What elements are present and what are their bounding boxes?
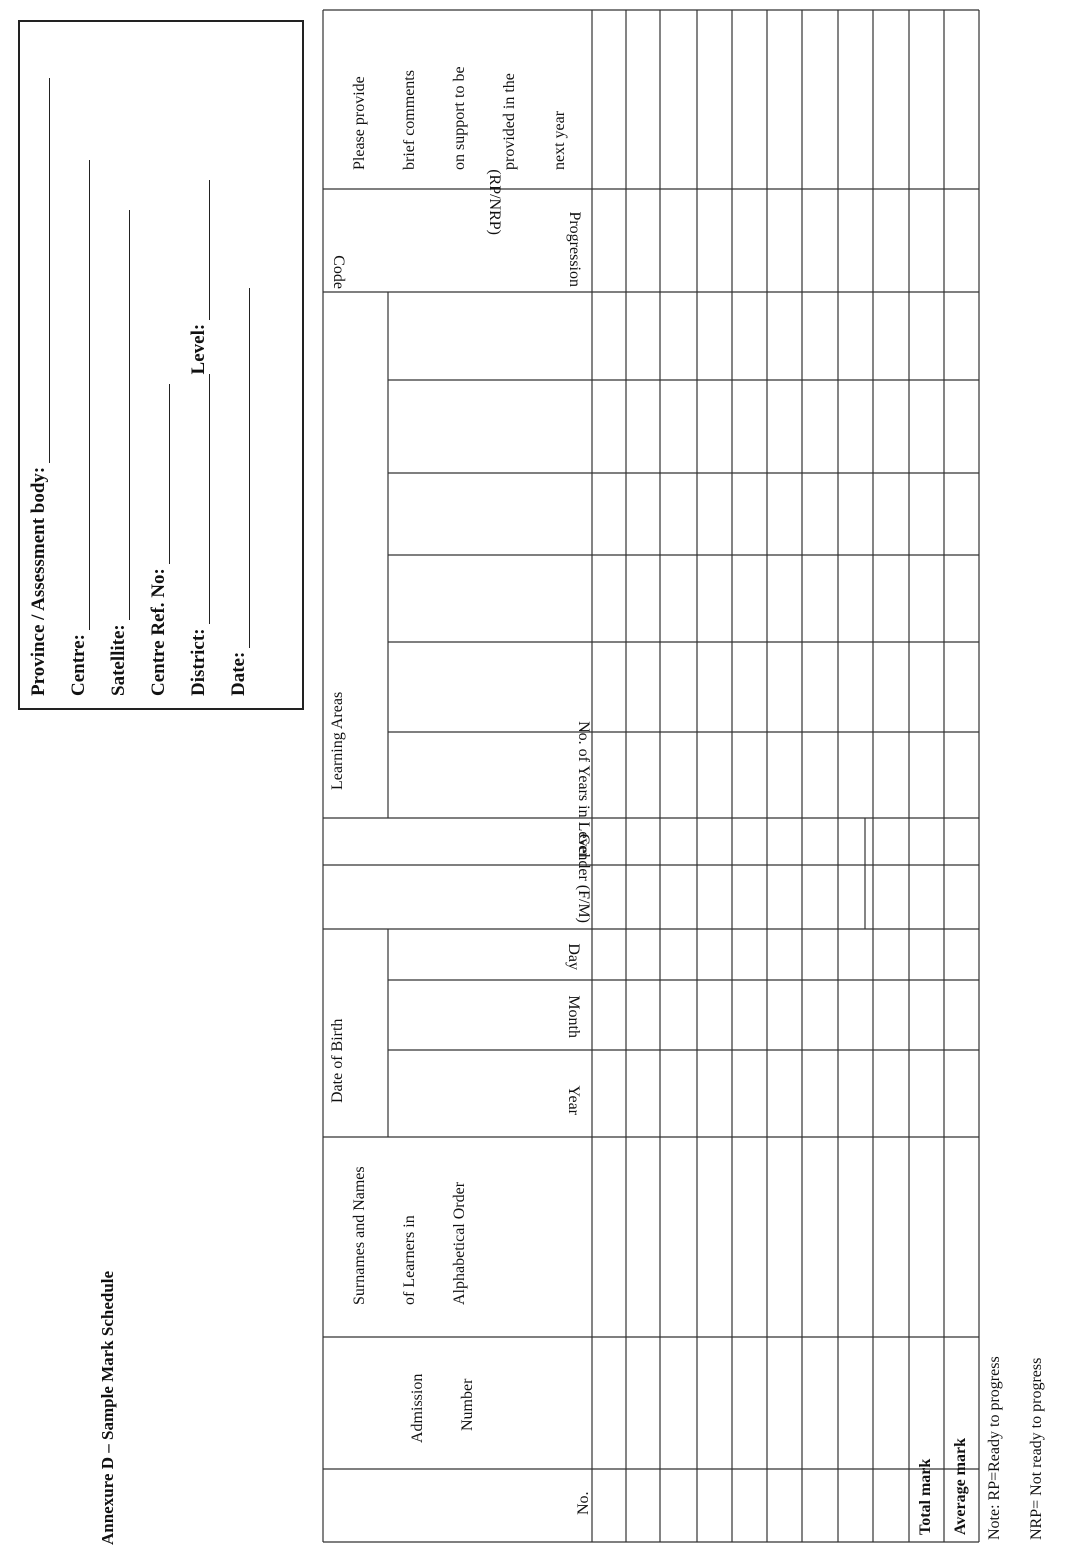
header-names-3: Alphabetical Order <box>451 1181 468 1305</box>
date-label: Date: <box>228 651 249 696</box>
header-code-text: Code <box>330 255 347 289</box>
district-label: District: <box>188 628 209 696</box>
average-mark-label: Average mark <box>952 1438 969 1535</box>
note-rp: Note: RP=Ready to progress <box>986 1356 1003 1540</box>
header-year-text: Year <box>565 1085 582 1115</box>
total-mark-label: Total mark <box>917 1458 934 1535</box>
header-year <box>565 1086 581 1115</box>
note-nrp: NRP= Not ready to progress <box>1028 1357 1045 1540</box>
header-day-text: Day <box>565 943 582 970</box>
header-no: No. <box>575 1491 592 1515</box>
header-dob: Date of Birth <box>329 1018 346 1103</box>
header-day <box>565 943 581 970</box>
province-label: Province / Assessment body: <box>28 466 49 696</box>
header-names-1: Surnames and Names <box>351 1166 368 1305</box>
header-gender-text: Gender (F/M) <box>575 833 592 923</box>
header-names-2: of Learners in <box>401 1215 418 1305</box>
page-title: Annexure D – Sample Mark Schedule <box>98 1270 117 1545</box>
header-comments-5: next year <box>551 110 568 170</box>
header-years-in-level-text: No. of Years in Level <box>575 721 592 858</box>
satellite-label: Satellite: <box>108 624 129 696</box>
header-comments-1: Please provide <box>351 76 368 170</box>
centre-label: Centre: <box>68 634 89 696</box>
header-learning-areas: Learning Areas <box>329 691 346 790</box>
header-comments-2: brief comments <box>401 70 418 170</box>
centre-ref-label: Centre Ref. No: <box>148 568 169 696</box>
header-progression <box>566 211 582 287</box>
level-label: Level: <box>188 323 209 375</box>
header-month-text: Month <box>565 995 582 1038</box>
header-admission-number: Number <box>459 1378 476 1431</box>
header-progression-text: Progression <box>566 211 583 287</box>
header-admission: Admission <box>409 1373 426 1443</box>
header-month <box>565 995 581 1038</box>
header-rp-nrp-text: (RP/NRP) <box>486 169 503 235</box>
header-code <box>330 255 346 289</box>
header-comments-3: on support to be <box>451 66 468 170</box>
header-comments-4: provided in the <box>501 73 518 170</box>
header-years-in-level <box>575 721 591 858</box>
header-rp-nrp <box>486 169 502 235</box>
